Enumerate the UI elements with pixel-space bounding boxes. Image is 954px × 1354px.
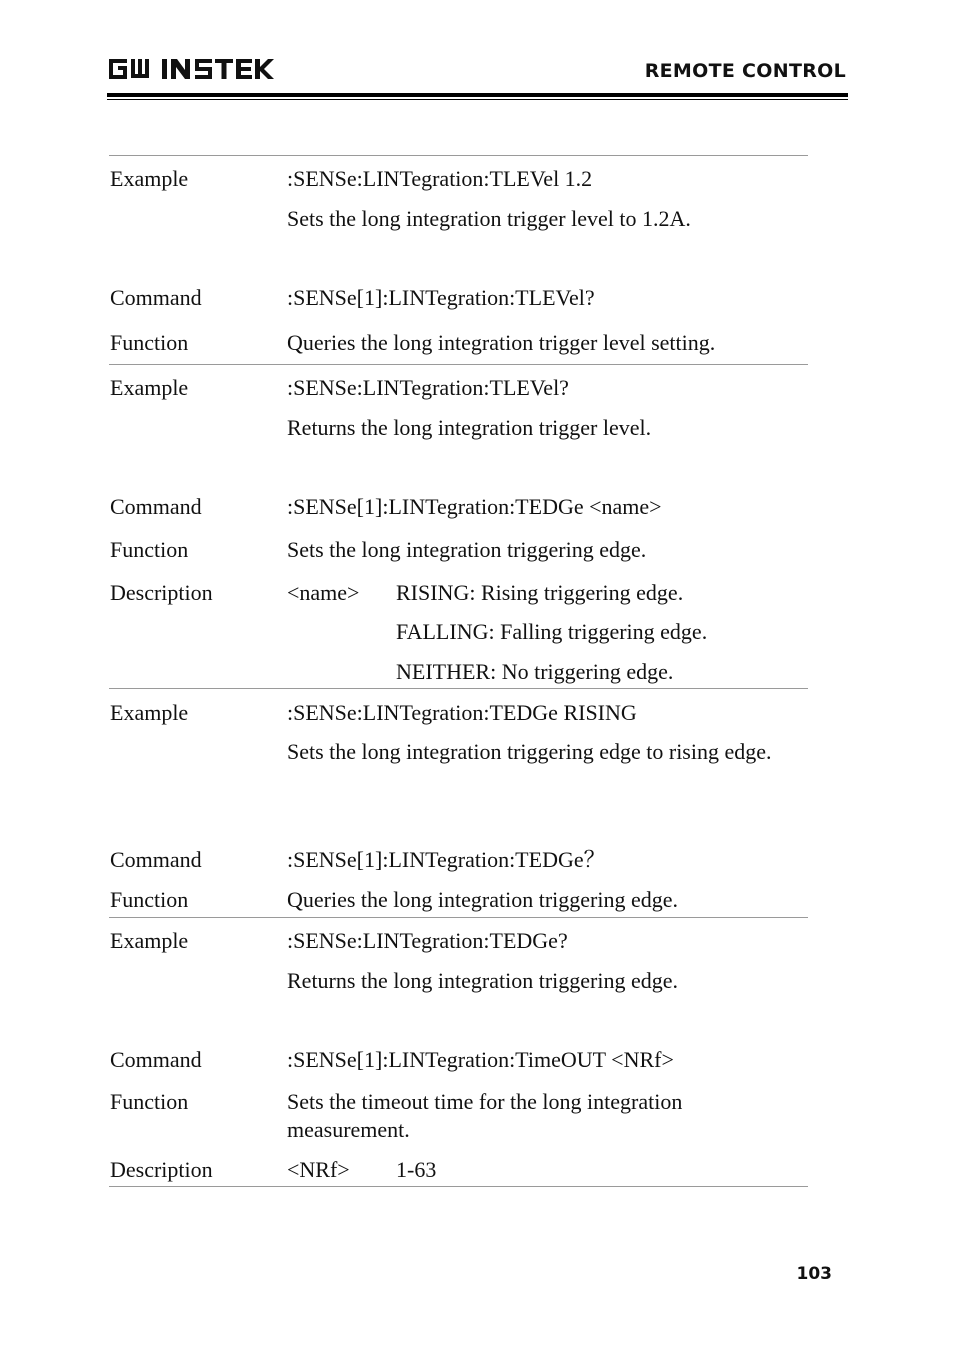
example-label: Example <box>110 928 189 953</box>
description-label: Description <box>110 1157 213 1182</box>
example-command: :SENSe:LINTegration:TEDGe? <box>287 928 568 953</box>
parameter-range: 1-63 <box>396 1157 437 1182</box>
example-text: Sets the long integration triggering edge to rising edge. <box>287 739 772 764</box>
divider <box>109 917 808 918</box>
command-label: Command <box>110 1047 202 1072</box>
command-label: Command <box>110 494 202 519</box>
example-label: Example <box>110 700 189 725</box>
command-label: Command <box>110 285 202 310</box>
function-label: Function <box>110 537 189 562</box>
command-syntax: :SENSe[1]:LINTegration:TLEVel? <box>287 285 595 310</box>
header-section-title: REMOTE CONTROL <box>644 60 846 82</box>
command-label: Command <box>110 847 202 872</box>
function-text: Sets the long integration triggering edge. <box>287 537 647 562</box>
divider <box>109 688 808 689</box>
example-command: :SENSe:LINTegration:TEDGe RISING <box>287 700 637 725</box>
gw-instek-logo <box>109 56 279 82</box>
function-label: Function <box>110 887 189 912</box>
header-rule-thick <box>107 93 848 97</box>
parameter-name: <name> <box>287 580 360 605</box>
function-label: Function <box>110 330 189 355</box>
option-falling: FALLING: Falling triggering edge. <box>396 619 708 644</box>
example-command: :SENSe:LINTegration:TLEVel 1.2 <box>287 166 593 191</box>
divider <box>109 1186 808 1187</box>
example-text: Returns the long integration trigger level. <box>287 415 652 440</box>
page-number: 103 <box>796 1264 832 1284</box>
function-text: Sets the timeout time for the long integration measurement. <box>287 1089 683 1142</box>
command-syntax: :SENSe[1]:LINTegration:TimeOUT <NRf> <box>287 1047 674 1072</box>
divider <box>109 155 808 156</box>
function-text: Queries the long integration trigger level setting. <box>287 330 716 355</box>
divider <box>109 364 808 365</box>
example-text: Returns the long integration triggering edge. <box>287 968 679 993</box>
option-rising: RISING: Rising triggering edge. <box>396 580 684 605</box>
example-command: :SENSe:LINTegration:TLEVel? <box>287 375 569 400</box>
description-label: Description <box>110 580 213 605</box>
header-rule-thin <box>107 99 848 100</box>
function-label: Function <box>110 1089 189 1114</box>
command-syntax: :SENSe[1]:LINTegration:TEDGe <name> <box>287 494 662 519</box>
parameter-name: <NRf> <box>287 1157 350 1182</box>
function-text: Queries the long integration triggering edge. <box>287 887 678 912</box>
example-text: Sets the long integration trigger level to 1.2A. <box>287 206 691 231</box>
command-syntax: :SENSe[1]:LINTegration:TEDGe？ <box>287 847 606 872</box>
example-label: Example <box>110 166 189 191</box>
example-label: Example <box>110 375 189 400</box>
option-neither: NEITHER: No triggering edge. <box>396 659 674 684</box>
